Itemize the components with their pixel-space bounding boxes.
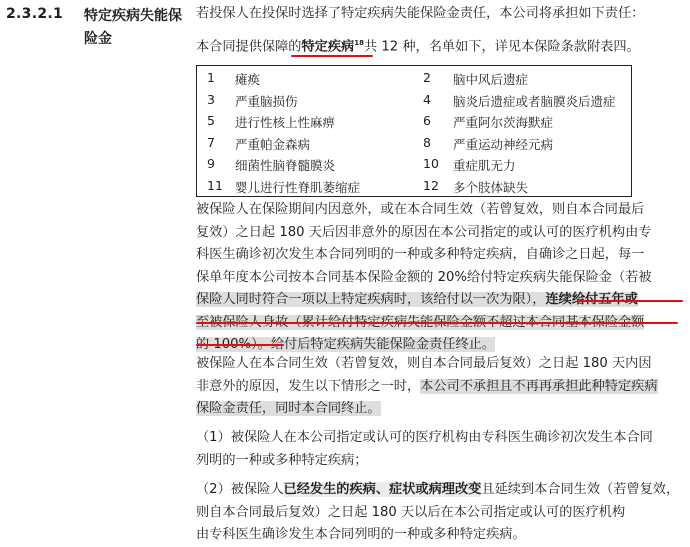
section-title: [84, 5, 192, 51]
para2-line-3-text: 保险金责任，同时本合同终止。: [196, 401, 381, 416]
para1-line-3: 科医生确诊初次发生本合同列明的一种或多种特定疾病，自确诊之日起，每一: [196, 247, 645, 262]
footnote-marker: 18: [354, 39, 364, 47]
item2-line-1c: 且延续到本合同生效（若曾复效，: [481, 482, 680, 497]
para1-line-4: 保单年度本公司按本合同基本保险金额的 20%给付特定疾病失能保险金（若被: [196, 269, 652, 285]
disease-name: 严重帕金森病: [235, 136, 311, 152]
item1-line-1: （1）被保险人在本公司指定或认可的医疗机构由专科医生确诊初次发生本合同: [196, 430, 653, 445]
para2-line-2b: 本公司不承担且不再再承担此种特定疾病: [420, 378, 658, 394]
intro-line-1: 若投保人在投保时选择了特定疾病失能保险金责任，本公司将承担如下责任：: [196, 6, 645, 21]
para1-line-1: 被保险人在保险期间内因意外，或在本合同生效（若曾复效，则自本合同最后: [196, 202, 645, 217]
para2-line-2a: 非意外的原因，发生以下情形之一时，: [196, 378, 421, 394]
disease-name: 瘫痪: [235, 72, 261, 87]
disease-row: [197, 92, 631, 114]
section-title-line1: 特定疾病失能保: [84, 8, 182, 24]
disease-name: 脑中风后遗症: [453, 72, 529, 87]
disease-row: [197, 135, 631, 157]
disease-number: 1: [207, 70, 215, 85]
item2-line-1: [196, 479, 679, 502]
intro-line-2a: 本合同提供保障的: [196, 39, 302, 55]
disease-number: 4: [423, 91, 431, 107]
disease-name: 进行性核上性麻痹: [235, 115, 336, 130]
para1-line-2: 复效）之日起 180 天后因非意外的原因在本公司指定的或认可的医疗机构由专: [196, 224, 652, 240]
disease-number: 2: [423, 70, 431, 85]
exclusion-paragraph: [196, 353, 658, 421]
disease-number: 10: [423, 156, 439, 171]
disease-number: 11: [207, 177, 223, 193]
item2-highlight: 已经发生的疾病、症状或病理改变: [283, 482, 482, 497]
disease-row: [197, 156, 631, 178]
disease-number: 12: [423, 177, 439, 193]
red-underline-term: [291, 55, 373, 57]
red-underline-3: [196, 344, 284, 346]
para2-line-1: 被保险人在本合同生效（若曾复效，则自本合同最后复效）之日起 180 天内因: [196, 356, 652, 371]
disease-name: 脑炎后遗症或者脑膜炎后遗症: [453, 93, 616, 109]
disease-row: [197, 70, 631, 92]
disease-name: 多个肢体缺失: [453, 179, 529, 195]
disease-number: 9: [207, 156, 215, 171]
para2-line-2: [196, 376, 658, 399]
disease-table: [196, 65, 632, 197]
disease-number: 7: [207, 134, 215, 150]
disease-row: [197, 113, 631, 135]
specific-disease-term: 特定疾病: [301, 39, 355, 55]
item2-line-1a: （2）被保险人: [196, 482, 284, 497]
item1-line-2: 列明的一种或多种特定疾病；: [196, 452, 368, 468]
disease-number: 6: [423, 113, 431, 128]
disease-row: [197, 178, 631, 200]
condition-item-2: [196, 479, 679, 547]
payout-paragraph: [196, 199, 652, 357]
section-number: 2.3.2.1: [6, 6, 64, 22]
condition-item-1: [196, 427, 653, 472]
para1-line-5a: 保险人同时符合一项以上特定疾病时，该给付以一次为限），: [196, 292, 546, 307]
para2-line-3: [196, 398, 658, 421]
disease-name: 细菌性脑脊髓膜炎: [235, 158, 336, 173]
para1-line-6-text: 至被保险人身故（累计给付特定疾病失能保险金额不超过本合同基本保险金额: [196, 314, 645, 330]
section-title-line2: 险金: [84, 31, 112, 47]
disease-name: 严重脑损伤: [235, 93, 298, 109]
disease-number: 3: [207, 91, 215, 107]
item2-line-2: 则自本合同最后复效）之日起 180 天以后在本公司指定或认可的医疗机构: [196, 504, 626, 520]
red-underline-1: [577, 300, 683, 302]
item2-line-3: 由专科医生确诊发生本合同列明的一种或多种特定疾病。: [196, 527, 526, 542]
disease-name: 严重运动神经元病: [453, 136, 554, 152]
disease-name: 重症肌无力: [453, 158, 516, 173]
disease-number: 8: [423, 134, 431, 150]
disease-name: 婴儿进行性脊肌萎缩症: [235, 179, 361, 195]
para1-line-7-text: 的 100%）。给付后特定疾病失能保险金责任终止。: [196, 337, 496, 352]
intro-line-2: [196, 32, 640, 59]
disease-number: 5: [207, 113, 215, 128]
intro-line-2b: 共 12 种，名单如下，详见本保险条款附表四。: [364, 39, 640, 55]
para1-line-5b: 连续给付五年或: [545, 292, 638, 307]
red-underline-2: [196, 322, 678, 324]
disease-name: 严重阿尔茨海默症: [453, 115, 554, 130]
